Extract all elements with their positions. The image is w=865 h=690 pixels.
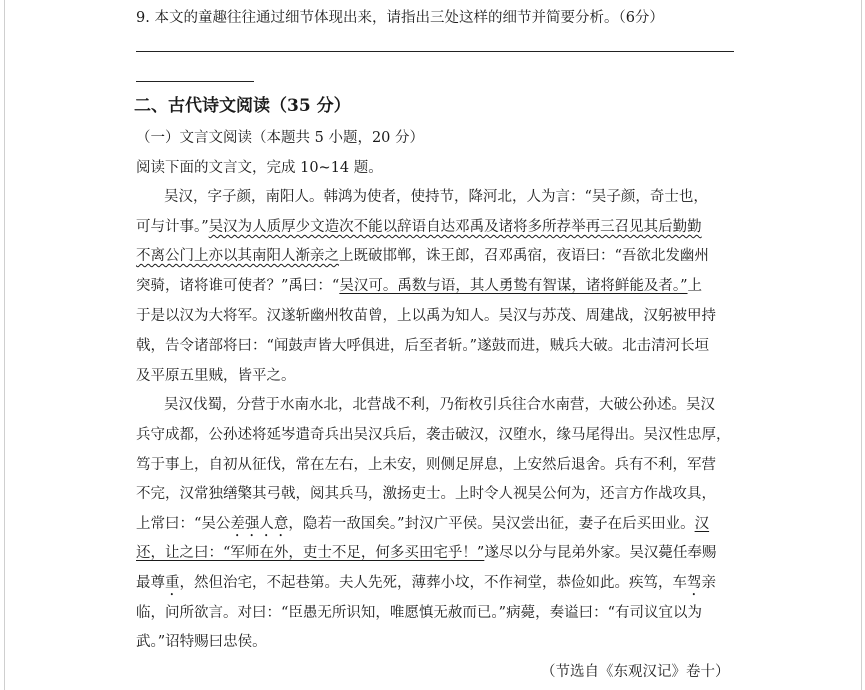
- passage-line: 不完，汉常独缮檠其弓戟，阅其兵马，激扬吏士。上时令人视吴公何为，还言方作战攻具，: [136, 486, 716, 502]
- wavy-underlined-sentence: 吴汉为人质厚少文造次不能以辞语自达邓禹及诸将多所荐举再三召见其后勤勤: [208, 219, 702, 235]
- passage-line: 于是以汉为大将军。汉遂斩幽州牧苗曾，上以禹为知人。吴汉与苏茂、周建战，汉躬被甲持: [136, 308, 716, 324]
- passage-line: [136, 573, 716, 599]
- passage-line: 戟，告令诸部将曰：“闻鼓声皆大呼俱进，后至者斩。”遂鼓而进，贼兵大破。北击清河长垣: [136, 338, 710, 354]
- wavy-underlined-sentence: 不离公门上亦以其南阳人渐亲之: [136, 248, 339, 264]
- text-segment: ，然但治宅，不起巷第。夫人先死，薄葬小坟，不作祠堂，恭俭如此。疾笃，车: [179, 575, 687, 591]
- instruction-text: 阅读下面的文言文，完成 10~14 题。: [136, 160, 383, 176]
- text-segment: 最尊: [136, 575, 165, 591]
- answer-line-2: [136, 81, 254, 82]
- passage-line: 及平原五里贼，皆平之。: [136, 368, 296, 384]
- passage-line: 兵守成都，公孙述将延岑遣奇兵出吴汉兵后，袭击破汉，汉堕水，缘马尾得出。吴汉性忠厚，: [136, 427, 731, 443]
- underlined-sentence: 还，让之曰：“军师在外，吏士不足，何多买田宅乎！”: [136, 545, 485, 561]
- passage-line: 临，问所欲言。对曰：“臣愚无所识知，唯愿慎无赦而已。”病薨，奏谥曰：“有司议宜以为: [136, 605, 702, 621]
- underlined-sentence: 吴汉可。禹数与语，其人勇鸷有智谋，诸将鲜能及者。”: [339, 278, 688, 294]
- dotted-char: 驾: [687, 575, 702, 591]
- text-segment: 亲: [701, 575, 716, 591]
- text-segment: 禹曰：“: [288, 278, 340, 294]
- question-9: 9. 本文的童趣往往通过细节体现出来，请指出三处这样的细节并简要分析。（6分）: [136, 10, 664, 26]
- subsection-heading: （一）文言文阅读（本题共 5 小题，20 分）: [136, 130, 425, 146]
- text-segment: 上常曰：“吴公: [136, 516, 231, 532]
- text-segment: 遂尽以分与昆弟外家。吴汉薨任奉赐: [484, 545, 717, 561]
- dotted-char: 重: [165, 575, 180, 591]
- source-citation: （节选自《东观汉记》卷十）: [541, 664, 730, 680]
- underlined-sentence: 汉: [694, 516, 710, 532]
- text-segment: ，隐若一敌国矣。”封汉广平侯。吴汉尝出征，妻子在后买田业。: [288, 516, 695, 532]
- passage-line: [136, 276, 702, 296]
- passage-line: [136, 217, 702, 237]
- passage-line: 吴汉伐蜀，分营于水南水北，北营战不利，乃衔枚引兵往合水南营，大破公孙述。吴汉: [164, 397, 715, 413]
- section-heading: 二、古代诗文阅读（35 分）: [134, 96, 351, 116]
- passage-line: [136, 543, 716, 563]
- passage-line: 吴汉，字子颜，南阳人。韩鸿为使者，使持节，降河北，人为言：“吴子颜，奇士也，: [164, 189, 708, 205]
- text-segment: 可与计事。”: [136, 219, 209, 235]
- text-segment: 上: [687, 278, 703, 294]
- passage-line: [136, 514, 709, 540]
- passage-line: [136, 246, 709, 266]
- text-segment: 突骑，诸将谁可使者？”: [136, 278, 289, 294]
- answer-line-1: [136, 51, 734, 52]
- passage-line: 武。”诏特赐曰忠侯。: [136, 634, 267, 650]
- dotted-phrase: 差强人意: [230, 516, 289, 532]
- passage-line: 笃于事上，自初从征伐，常在左右，上未安，则侧足屏息，上安然后退舍。兵有不利，军营: [136, 457, 716, 473]
- text-segment: 上既破邯郸，诛王郎，召邓禹宿，夜语曰：“吾欲北发幽州: [339, 248, 709, 264]
